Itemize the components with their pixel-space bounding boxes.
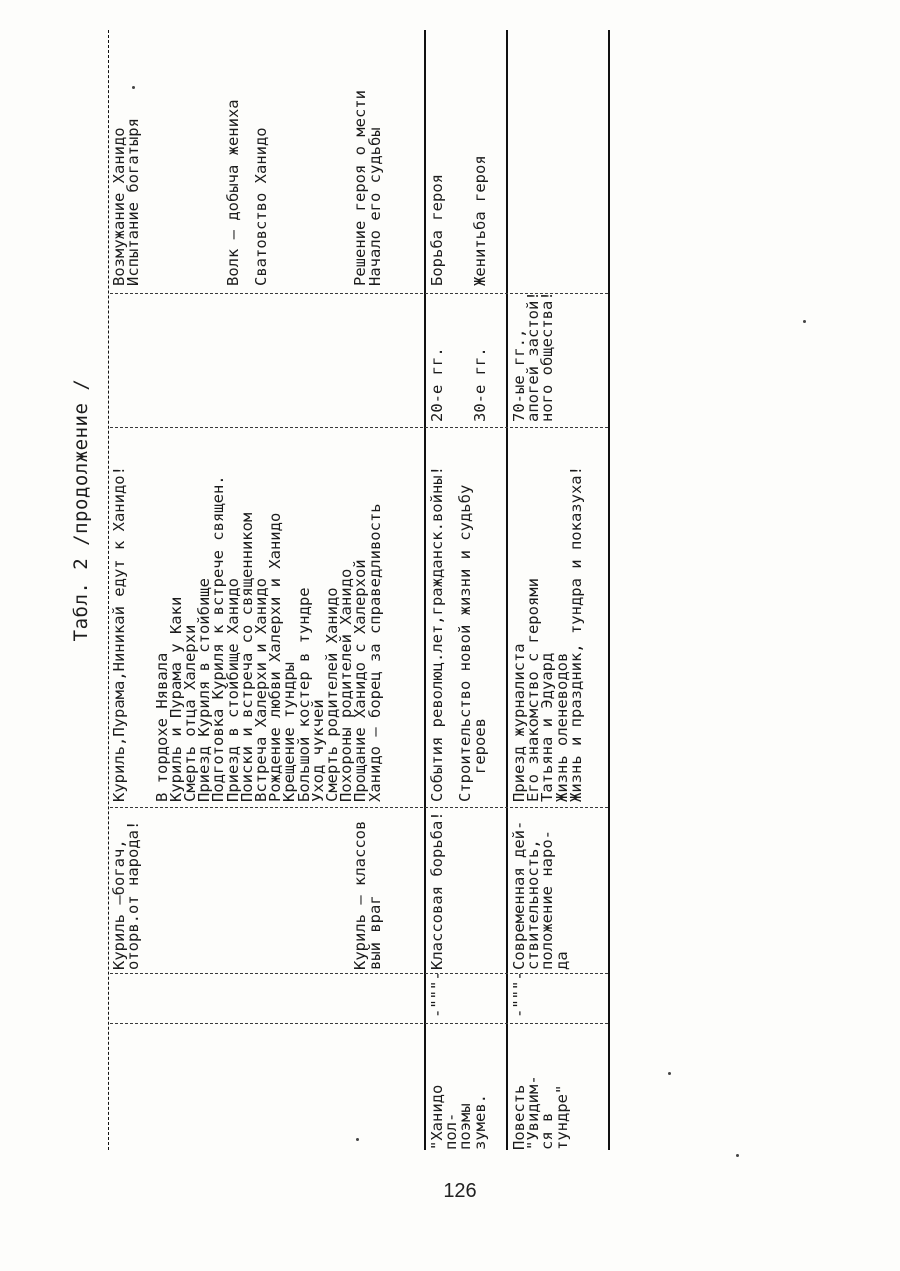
cell-line: Смерть отца Халерхи [181,624,200,802]
scan-speck [736,1154,739,1157]
cell-line [226,810,240,970]
cell-line: Подготовка Куриля к встрече священ. [209,475,228,802]
cell-line: Его знакомство с героями [524,578,543,802]
cell-line: Татьяна и Эдуард [538,652,557,802]
cell-line: Крещение тундры [280,662,299,802]
cell-line: Куриль –богач, [110,839,128,970]
cell-line: Решение героя о мести [351,90,370,286]
rotated-table-block [72,30,672,1150]
cell-line: В тордохе Нявала [152,652,171,802]
cell-line: Приезд Куриля в стойбище [195,578,214,802]
cell-line [140,810,154,970]
cell-line: Борьба героя [428,174,446,286]
cell-line: ствительность, [524,839,543,970]
cell-line: ся в [538,1112,557,1150]
cell-line [297,36,311,286]
cell-line [444,36,458,286]
cell-line: зумев. [470,1094,489,1150]
cell-line [325,36,339,286]
cell-line: Возмужание Ханидо [110,127,128,286]
cell-time [510,291,557,422]
cell-line: Приезд в стойбище Ханидо [223,578,242,802]
cell-line: Поиски и встреча со священником [237,512,256,802]
cell-line [169,810,183,970]
cell-line: Куриль – классов [351,820,370,970]
cell-line: Куриль,Пурама,Ниникай едут к Ханидо! [110,466,128,802]
column-separator [110,973,608,974]
scan-speck [803,320,806,323]
cell-motif [430,36,487,286]
cell-plot [430,432,487,802]
cell-line: Куриль и Пурама у Каки [166,596,185,802]
table-caption: Табл. 2 /продолжение / [70,378,92,642]
cell-work [430,1060,487,1150]
page-number: 126 [443,1180,477,1202]
cell-line: Начало его судьбы [365,127,384,286]
column-separator [110,293,608,294]
rule-row1-top [108,30,109,1150]
cell-line: поэмы [456,1103,475,1150]
cell-line: Современная дей- [510,820,528,970]
cell-line [155,36,169,286]
cell-line [311,810,325,970]
cell-line: Большой костер в тундре [294,587,313,802]
cell-line: Жизнь оленеводов [552,652,571,802]
cell-line: Рождение любви Халерхи и Ханидо [266,512,285,802]
cell-dash [112,976,126,1018]
cell-line: положение наро- [538,830,557,970]
cell-line: ного общества! [538,291,557,422]
cell-line: "Ханидо [428,1084,446,1150]
cell-line [268,36,282,286]
cell-line [444,302,458,422]
cell-line [112,976,126,1018]
cell-theme [512,810,569,970]
column-separator [110,427,608,428]
cell-line [297,810,311,970]
cell-line [183,810,197,970]
table-row [512,30,602,1150]
cell-line [183,36,197,286]
cell-line [197,810,211,970]
cell-theme [112,810,382,970]
cell-line: -"""- [510,971,528,1018]
cell-line: Уход чукчей [308,699,327,802]
cell-line: Испытание богатыря [124,118,143,286]
cell-line: оторв.от народа! [124,820,143,970]
cell-line: апогей застой! [524,291,543,422]
cell-line [240,810,254,970]
cell-line: -"""- [428,971,446,1018]
cell-dash [510,971,528,1018]
cell-line: Смерть родителей Ханидо [323,587,342,802]
table-row [112,30,412,1150]
cell-line: 70-ые гг., [510,328,528,422]
table-row [430,30,500,1150]
cell-work [512,1060,569,1150]
cell-line: вый враг [365,895,384,970]
column-separator [110,1023,608,1024]
cell-line: героев [470,718,489,802]
cell-line [140,36,154,286]
cell-line [311,36,325,286]
cell-line [169,36,183,286]
cell-line: Жизнь и праздник, тундра и показуха! [566,466,585,802]
rule-row2-top [424,30,426,1150]
cell-line: Похороны родителей Ханидо [337,568,356,802]
cell-line: Волк – добыча жениха [223,99,242,286]
cell-motif [112,36,382,286]
rule-bottom [608,30,610,1150]
cell-line: Ханидо – борец за справедливость [365,503,384,802]
column-separator [110,807,608,808]
cell-line: Строительство новой жизни и судьбу [456,484,475,802]
cell-line: 20-е гг. [428,347,446,422]
cell-dash [428,971,446,1018]
cell-line: Приезд журналиста [510,643,528,802]
cell-plot [512,432,583,802]
cell-line: События революц.лет,гражданск.войны! [428,466,446,802]
cell-line [254,810,268,970]
cell-line [211,810,225,970]
cell-line [325,810,339,970]
cell-line: "Увидим- [524,1075,543,1150]
cell-line: Классовая борьба! [428,811,446,970]
cell-theme [430,810,444,970]
cell-line [155,810,169,970]
cell-line: Повесть [510,1084,528,1150]
cell-line [282,810,296,970]
cell-line [268,810,282,970]
cell-plot [112,432,382,802]
cell-line: Сватовство Ханидо [252,127,271,286]
cell-line [126,432,140,802]
cell-line [197,36,211,286]
cell-time [430,302,487,422]
cell-line: тундре" [552,1084,571,1150]
cell-line: Прощание Ханидо с Халерхой [351,559,370,802]
cell-line: Женитьба героя [470,155,489,286]
rule-row3-top [506,30,508,1150]
cell-line [282,36,296,286]
cell-line: Встреча Халерхи и Ханидо [252,578,271,802]
cell-line: 30-е гг. [470,347,489,422]
cell-line: пол- [442,1112,461,1150]
cell-line: да [552,951,571,970]
